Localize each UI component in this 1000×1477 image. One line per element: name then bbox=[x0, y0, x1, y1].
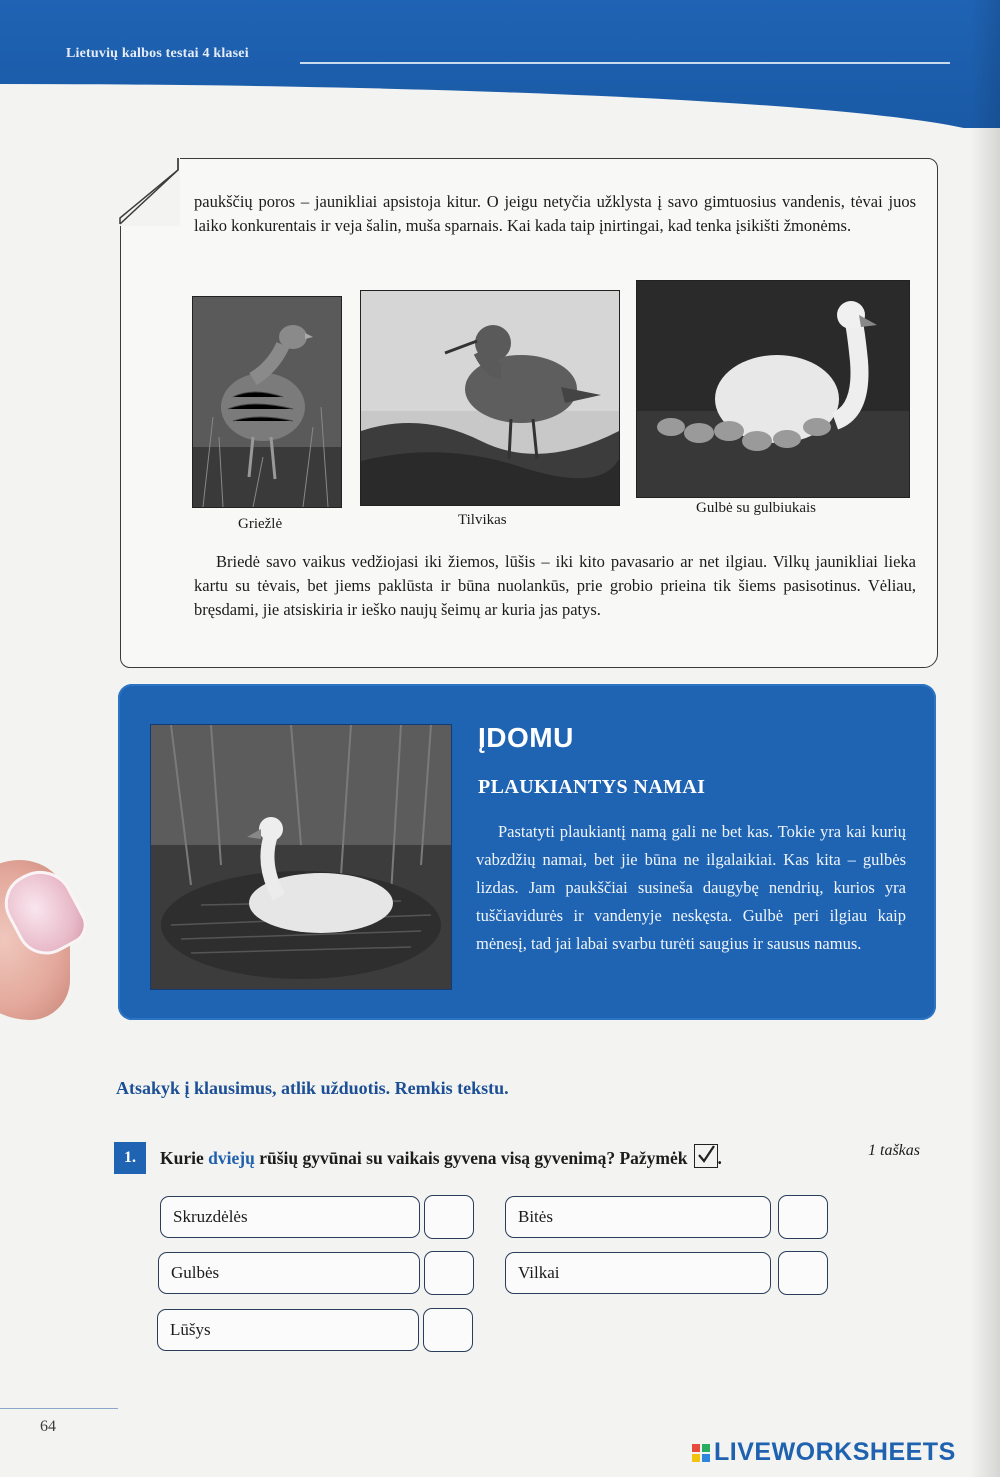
option-checkbox-skruzdeles[interactable] bbox=[424, 1195, 474, 1239]
info-text: Pastatyti plaukiantį namą gali ne bet kas. Tokie yra kai kurių vabzdžių namai, bet jie būna ne ilgalaikiai. Kas kita – gulbės lizdas. Jam paukščiai susineša daugybę nendrių, kurios yra tuščiavidurės ir vandenyje neskęsta. Gulbė peri ilgiau kaip mėnesį, tad jai labai svarbu turėti saugius ir sausus namus. bbox=[476, 822, 906, 953]
watermark bbox=[692, 1438, 956, 1467]
reading-paragraph-1: paukščių poros – jaunikliai apsistoja kitur. O jeigu netyčia užklysta į savo gimtuosius vandenis, tėvai juos laiko konkurentais ir veja šalin, muša sparnais. Kai kada taip įnirtingai, kad tenka įsikišti žmonėms. bbox=[194, 192, 916, 235]
question-start: Kurie bbox=[160, 1148, 209, 1168]
option-label-vilkai: Vilkai bbox=[505, 1252, 771, 1294]
folded-corner bbox=[118, 156, 180, 226]
option-checkbox-lusys[interactable] bbox=[423, 1308, 473, 1352]
option-label-lusys: Lūšys bbox=[157, 1309, 419, 1351]
option-checkbox-bites[interactable] bbox=[778, 1195, 828, 1239]
swan-nest-photo bbox=[150, 724, 452, 990]
option-checkbox-gulbes[interactable] bbox=[424, 1251, 474, 1295]
info-subheading: PLAUKIANTYS NAMAI bbox=[478, 776, 706, 798]
footer-rule bbox=[0, 1408, 118, 1409]
reading-paragraph-2: Briedė savo vaikus vedžiojasi iki žiemos, lūšis – iki kito pavasario ar net ilgiau. Vilkų jaunikliai lieka kartu su tėvais, bet jiems paklūsta ir būna nuolankūs, prie grobio prieina tik šiems pasisotinus. Vėliau, bręsdami, jie atsiskiria ir ieško naujų šeimų ar kuria jas patys. bbox=[194, 552, 916, 619]
caption-griezle: Griežlė bbox=[238, 516, 283, 532]
page-edge-shadow bbox=[970, 0, 1000, 1477]
bird-photo-griezle bbox=[192, 296, 342, 508]
info-heading: ĮDOMU bbox=[478, 722, 574, 753]
task-instruction: Atsakyk į klausimus, atlik užduotis. Remkis tekstu. bbox=[116, 1078, 509, 1098]
caption-tilvikas: Tilvikas bbox=[458, 512, 507, 528]
watermark-text: LIVEWORKSHEETS bbox=[714, 1438, 956, 1466]
question-number: 1. bbox=[114, 1142, 146, 1174]
header-rule bbox=[300, 62, 950, 64]
book-title: Lietuvių kalbos testai 4 klasei bbox=[66, 46, 249, 61]
swan-photo-gulbe bbox=[636, 280, 910, 498]
caption-gulbe: Gulbė su gulbiukais bbox=[696, 500, 816, 516]
option-checkbox-vilkai[interactable] bbox=[778, 1251, 828, 1295]
question-tail: . bbox=[717, 1148, 722, 1168]
question-text bbox=[160, 1144, 722, 1169]
liveworksheets-logo-icon bbox=[692, 1444, 710, 1462]
option-label-bites: Bitės bbox=[505, 1196, 771, 1238]
question-end: rūšių gyvūnai su vaikais gyvena visą gyvenimą? Pažymėk bbox=[254, 1148, 688, 1168]
bird-photo-tilvikas bbox=[360, 290, 620, 506]
page-number: 64 bbox=[40, 1418, 56, 1435]
option-label-skruzdeles: Skruzdėlės bbox=[160, 1196, 420, 1238]
checkbox-mark-icon bbox=[694, 1144, 718, 1168]
option-label-gulbes: Gulbės bbox=[158, 1252, 420, 1294]
question-highlight: dviejų bbox=[208, 1148, 255, 1168]
points-label: 1 taškas bbox=[868, 1142, 920, 1159]
